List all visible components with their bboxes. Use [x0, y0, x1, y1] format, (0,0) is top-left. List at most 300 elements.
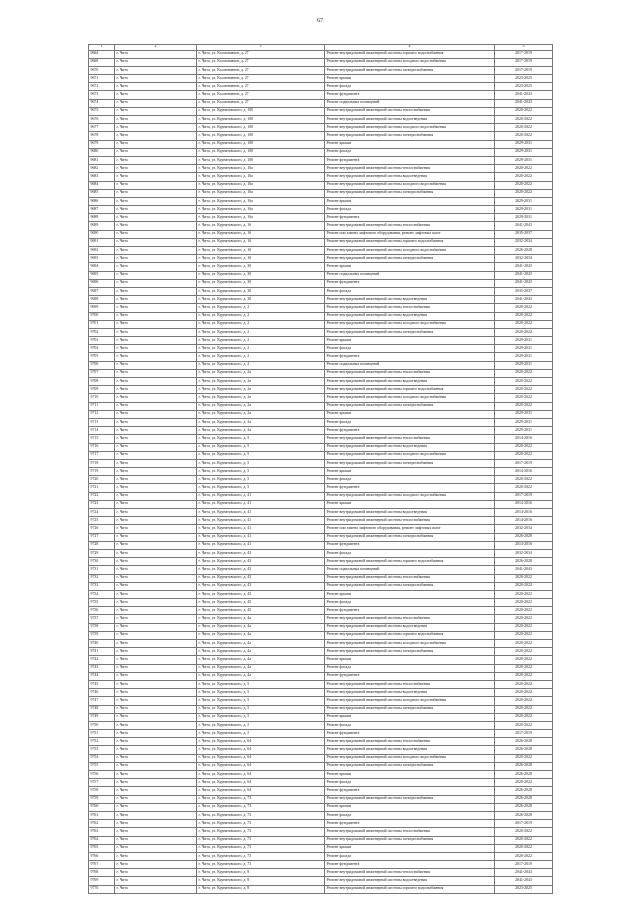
cell-work-type: Ремонт фундамента [325, 353, 495, 361]
cell-municipality: г. Чита [115, 189, 197, 197]
cell-municipality: г. Чита [115, 861, 197, 869]
cell-work-type: Ремонт фасада [325, 721, 495, 729]
table-row [89, 369, 553, 377]
cell-work-type: Ремонт фундамента [325, 91, 495, 99]
cell-work-type: Ремонт подвальных помещений [325, 271, 495, 279]
cell-municipality: г. Чита [115, 705, 197, 713]
table-row [89, 820, 553, 828]
cell-period: 2020-2022 [495, 402, 553, 410]
table-row [89, 361, 553, 369]
cell-work-type: Ремонт крыши [325, 410, 495, 418]
table-row [89, 730, 553, 738]
cell-municipality: г. Чита [115, 394, 197, 402]
cell-address: г. Чита, ул. Курнатовского, д. 5 [197, 476, 325, 484]
cell-row-number: 9714 [89, 427, 115, 435]
cell-work-type: Ремонт фасада [325, 811, 495, 819]
cell-address: г. Чита, ул. Курнатовского, д. 16 [197, 238, 325, 246]
cell-municipality: г. Чита [115, 50, 197, 58]
cell-municipality: г. Чита [115, 304, 197, 312]
cell-period: 2029-2031 [495, 353, 553, 361]
cell-row-number: 9698 [89, 296, 115, 304]
cell-work-type: Ремонт внутридомовой инженерной системы холодного водоснабжения [325, 320, 495, 328]
cell-address: г. Чита, ул. Курнатовского, д. 4а [197, 615, 325, 623]
table-row [89, 132, 553, 140]
cell-work-type: Ремонт внутридомовой инженерной системы электроснабжения [325, 459, 495, 467]
cell-row-number: 9720 [89, 476, 115, 484]
table-row [89, 599, 553, 607]
table-row [89, 746, 553, 754]
cell-work-type: Ремонт фундамента [325, 730, 495, 738]
column-header-4: 4 [325, 45, 495, 51]
table-row [89, 345, 553, 353]
cell-row-number: 9737 [89, 615, 115, 623]
cell-row-number: 9758 [89, 787, 115, 795]
cell-address: г. Чита, ул. Курнатовского, д. 100 [197, 107, 325, 115]
cell-work-type: Ремонт внутридомовой инженерной системы электроснабжения [325, 189, 495, 197]
cell-work-type: Ремонт фасада [325, 418, 495, 426]
cell-row-number: 9700 [89, 312, 115, 320]
table-row [89, 885, 553, 893]
cell-period: 2020-2022 [495, 476, 553, 484]
cell-address: г. Чита, ул. Курнатовского, д. 30 [197, 279, 325, 287]
cell-work-type: Ремонт крыши [325, 140, 495, 148]
cell-row-number: 9702 [89, 328, 115, 336]
cell-period: 2020-2022 [495, 852, 553, 860]
column-header-1: 1 [89, 45, 115, 51]
cell-row-number: 9670 [89, 66, 115, 74]
cell-address: г. Чита, ул. Курнатовского, д. 41 [197, 500, 325, 508]
cell-period: 2026-2028 [495, 811, 553, 819]
column-header-2: 2 [115, 45, 197, 51]
cell-row-number: 9686 [89, 197, 115, 205]
table-row [89, 50, 553, 58]
cell-work-type: Ремонт фундамента [325, 484, 495, 492]
cell-work-type: Ремонт внутридомовой инженерной системы водоотведения [325, 312, 495, 320]
cell-municipality: г. Чита [115, 525, 197, 533]
cell-municipality: г. Чита [115, 402, 197, 410]
cell-work-type: Ремонт внутридомовой инженерной системы горячего водоснабжения [325, 558, 495, 566]
cell-row-number: 9701 [89, 320, 115, 328]
cell-period: 2020-2022 [495, 386, 553, 394]
cell-row-number: 9754 [89, 754, 115, 762]
cell-row-number: 9676 [89, 116, 115, 124]
table-body [89, 50, 553, 893]
cell-period: 2017-2019 [495, 861, 553, 869]
cell-row-number: 9706 [89, 361, 115, 369]
cell-period: 2020-2022 [495, 124, 553, 132]
cell-municipality: г. Чита [115, 140, 197, 148]
cell-row-number: 9730 [89, 558, 115, 566]
cell-address: г. Чита, ул. Курнатовского, д. 43 [197, 590, 325, 598]
cell-row-number: 9747 [89, 697, 115, 705]
cell-row-number: 9688 [89, 214, 115, 222]
cell-row-number: 9668 [89, 58, 115, 66]
cell-period: 2020-2022 [495, 574, 553, 582]
table-row [89, 525, 553, 533]
cell-address: г. Чита, ул. Курнатовского, д. 64 [197, 787, 325, 795]
table-row [89, 509, 553, 517]
table-row [89, 427, 553, 435]
cell-period: 2020-2022 [495, 779, 553, 787]
cell-work-type: Ремонт внутридомовой инженерной системы теплоснабжения [325, 222, 495, 230]
cell-period: 2020-2022 [495, 689, 553, 697]
cell-address: г. Чита, ул. Курнатовского, д. 73 [197, 844, 325, 852]
cell-period: 2017-2019 [495, 459, 553, 467]
cell-municipality: г. Чита [115, 795, 197, 803]
cell-municipality: г. Чита [115, 803, 197, 811]
table-row [89, 762, 553, 770]
cell-period: 2020-2022 [495, 672, 553, 680]
cell-period: 2035-2037 [495, 287, 553, 295]
cell-address: г. Чита, ул. Курнатовского, д. 5 [197, 721, 325, 729]
cell-row-number: 9727 [89, 533, 115, 541]
cell-work-type: Ремонт фасада [325, 148, 495, 156]
cell-municipality: г. Чита [115, 148, 197, 156]
table-row [89, 640, 553, 648]
cell-row-number: 9743 [89, 664, 115, 672]
cell-period: 2023-2025 [495, 885, 553, 893]
cell-row-number: 9681 [89, 156, 115, 164]
cell-address: г. Чита, ул. Курнатовского, д. 8 [197, 877, 325, 885]
cell-municipality: г. Чита [115, 173, 197, 181]
table-row [89, 312, 553, 320]
cell-address: г. Чита, ул. Курнатовского, д. 16а [197, 173, 325, 181]
table-row [89, 549, 553, 557]
table-row [89, 189, 553, 197]
cell-work-type: Ремонт подвальных помещений [325, 361, 495, 369]
table-row [89, 566, 553, 574]
cell-municipality: г. Чита [115, 337, 197, 345]
table-row [89, 230, 553, 238]
cell-address: г. Чита, ул. Курнатовского, д. 4а [197, 631, 325, 639]
cell-period: 2020-2022 [495, 328, 553, 336]
cell-work-type: Ремонт внутридомовой инженерной системы электроснабжения [325, 648, 495, 656]
cell-address: г. Чита, ул. Курнатовского, д. 73 [197, 836, 325, 844]
table-row [89, 836, 553, 844]
cell-municipality: г. Чита [115, 75, 197, 83]
cell-period: 2020-2022 [495, 484, 553, 492]
cell-address: г. Чита, ул. Курнатовского, д. 30 [197, 263, 325, 271]
table-row [89, 279, 553, 287]
cell-work-type: Ремонт внутридомовой инженерной системы электроснабжения [325, 795, 495, 803]
table-row [89, 140, 553, 148]
cell-address: г. Чита, ул. Космонавтов, д. 27 [197, 99, 325, 107]
cell-address: г. Чита, ул. Курнатовского, д. 16 [197, 222, 325, 230]
cell-period: 2020-2022 [495, 599, 553, 607]
cell-work-type: Ремонт фасада [325, 599, 495, 607]
cell-municipality: г. Чита [115, 640, 197, 648]
cell-municipality: г. Чита [115, 230, 197, 238]
table-row [89, 353, 553, 361]
cell-address: г. Чита, ул. Курнатовского, д. 16 [197, 230, 325, 238]
cell-address: г. Чита, ул. Курнатовского, д. 30 [197, 271, 325, 279]
cell-row-number: 9685 [89, 189, 115, 197]
cell-address: г. Чита, ул. Курнатовского, д. 4а [197, 656, 325, 664]
column-header-3: 3 [197, 45, 325, 51]
cell-period: 2020-2022 [495, 623, 553, 631]
cell-work-type: Ремонт внутридомовой инженерной системы электроснабжения [325, 705, 495, 713]
cell-address: г. Чита, ул. Курнатовского, д. 43 [197, 574, 325, 582]
table-row [89, 517, 553, 525]
cell-municipality: г. Чита [115, 353, 197, 361]
table-row [89, 476, 553, 484]
cell-address: г. Чита, ул. Курнатовского, д. 43 [197, 549, 325, 557]
table-row [89, 828, 553, 836]
cell-municipality: г. Чита [115, 66, 197, 74]
cell-row-number: 9745 [89, 680, 115, 688]
cell-work-type: Ремонт внутридомовой инженерной системы водоотведения [325, 623, 495, 631]
cell-work-type: Ремонт фасада [325, 779, 495, 787]
cell-period: 2029-2031 [495, 345, 553, 353]
cell-municipality: г. Чита [115, 771, 197, 779]
cell-work-type: Ремонт внутридомовой инженерной системы электроснабжения [325, 762, 495, 770]
cell-period: 2020-2022 [495, 304, 553, 312]
cell-period: 2032-2034 [495, 255, 553, 263]
cell-period: 2020-2022 [495, 648, 553, 656]
cell-work-type: Ремонт внутридомовой инженерной системы электроснабжения [325, 66, 495, 74]
cell-row-number: 9704 [89, 345, 115, 353]
cell-row-number: 9664 [89, 50, 115, 58]
cell-municipality: г. Чита [115, 255, 197, 263]
cell-work-type: Ремонт внутридомовой инженерной системы холодного водоснабжения [325, 124, 495, 132]
cell-row-number: 9760 [89, 803, 115, 811]
cell-row-number: 9691 [89, 238, 115, 246]
cell-period: 2029-2031 [495, 148, 553, 156]
cell-address: г. Чита, ул. Курнатовского, д. 73 [197, 828, 325, 836]
cell-address: г. Чита, ул. Курнатовского, д. 5 [197, 459, 325, 467]
cell-municipality: г. Чита [115, 451, 197, 459]
cell-municipality: г. Чита [115, 664, 197, 672]
cell-address: г. Чита, ул. Курнатовского, д. 2 [197, 304, 325, 312]
cell-period: 2020-2022 [495, 394, 553, 402]
cell-period: 2026-2028 [495, 558, 553, 566]
cell-work-type: Ремонт крыши [325, 337, 495, 345]
cell-row-number: 9767 [89, 861, 115, 869]
table-row [89, 459, 553, 467]
cell-municipality: г. Чита [115, 877, 197, 885]
cell-address: г. Чита, ул. Курнатовского, д. 45 [197, 599, 325, 607]
cell-row-number: 9759 [89, 795, 115, 803]
cell-address: г. Чита, ул. Курнатовского, д. 43 [197, 582, 325, 590]
cell-work-type: Ремонт фасада [325, 549, 495, 557]
cell-address: г. Чита, ул. Курнатовского, д. 4а [197, 640, 325, 648]
table-row [89, 664, 553, 672]
cell-work-type: Ремонт внутридомовой инженерной системы водоотведения [325, 877, 495, 885]
cell-address: г. Чита, ул. Курнатовского, д. 5 [197, 730, 325, 738]
cell-period: 2020-2022 [495, 451, 553, 459]
cell-municipality: г. Чита [115, 197, 197, 205]
cell-municipality: г. Чита [115, 181, 197, 189]
cell-work-type: Ремонт фасада [325, 287, 495, 295]
cell-period: 2035-2037 [495, 230, 553, 238]
cell-address: г. Чита, ул. Курнатовского, д. 5 [197, 468, 325, 476]
cell-work-type: Ремонт внутридомовой инженерной системы электроснабжения [325, 533, 495, 541]
cell-work-type: Ремонт внутридомовой инженерной системы холодного водоснабжения [325, 492, 495, 500]
cell-municipality: г. Чита [115, 721, 197, 729]
cell-work-type: Ремонт крыши [325, 75, 495, 83]
cell-address: г. Чита, ул. Курнатовского, д. 2а [197, 402, 325, 410]
cell-address: г. Чита, ул. Курнатовского, д. 2а [197, 418, 325, 426]
cell-municipality: г. Чита [115, 99, 197, 107]
cell-address: г. Чита, ул. Курнатовского, д. 73 [197, 820, 325, 828]
cell-municipality: г. Чита [115, 648, 197, 656]
table-row [89, 582, 553, 590]
cell-municipality: г. Чита [115, 468, 197, 476]
cell-municipality: г. Чита [115, 116, 197, 124]
cell-row-number: 9736 [89, 607, 115, 615]
cell-work-type: Ремонт внутридомовой инженерной системы водоотведения [325, 689, 495, 697]
cell-period: 2041-2043 [495, 279, 553, 287]
cell-row-number: 9717 [89, 451, 115, 459]
cell-address: г. Чита, ул. Курнатовского, д. 64 [197, 738, 325, 746]
cell-work-type: Ремонт внутридомовой инженерной системы электроснабжения [325, 132, 495, 140]
cell-address: г. Чита, ул. Курнатовского, д. 30 [197, 296, 325, 304]
cell-row-number: 9723 [89, 500, 115, 508]
cell-municipality: г. Чита [115, 517, 197, 525]
cell-municipality: г. Чита [115, 83, 197, 91]
cell-address: г. Чита, ул. Курнатовского, д. 2а [197, 386, 325, 394]
cell-work-type: Ремонт внутридомовой инженерной системы горячего водоснабжения [325, 885, 495, 893]
cell-row-number: 9753 [89, 746, 115, 754]
cell-row-number: 9709 [89, 386, 115, 394]
cell-work-type: Ремонт внутридомовой инженерной системы холодного водоснабжения [325, 451, 495, 459]
cell-municipality: г. Чита [115, 418, 197, 426]
table-row [89, 705, 553, 713]
cell-row-number: 9746 [89, 689, 115, 697]
table-row [89, 263, 553, 271]
cell-municipality: г. Чита [115, 156, 197, 164]
cell-period: 2029-2031 [495, 427, 553, 435]
cell-municipality: г. Чита [115, 484, 197, 492]
cell-period: 2029-2031 [495, 361, 553, 369]
cell-address: г. Чита, ул. Курнатовского, д. 100 [197, 156, 325, 164]
cell-row-number: 9675 [89, 107, 115, 115]
cell-municipality: г. Чита [115, 165, 197, 173]
column-header-5: 5 [495, 45, 553, 51]
cell-address: г. Чита, ул. Курнатовского, д. 41 [197, 525, 325, 533]
cell-municipality: г. Чита [115, 345, 197, 353]
table-row [89, 672, 553, 680]
cell-address: г. Чита, ул. Курнатовского, д. 5 [197, 697, 325, 705]
table-row [89, 615, 553, 623]
cell-work-type: Ремонт крыши [325, 803, 495, 811]
cell-period: 2014-2016 [495, 517, 553, 525]
cell-row-number: 9749 [89, 713, 115, 721]
cell-period: 2020-2022 [495, 607, 553, 615]
cell-municipality: г. Чита [115, 58, 197, 66]
cell-row-number: 9677 [89, 124, 115, 132]
cell-municipality: г. Чита [115, 623, 197, 631]
table-row [89, 255, 553, 263]
cell-municipality: г. Чита [115, 271, 197, 279]
table-row [89, 304, 553, 312]
cell-row-number: 9695 [89, 271, 115, 279]
cell-address: г. Чита, ул. Курнатовского, д. 2а [197, 410, 325, 418]
cell-period: 2020-2022 [495, 836, 553, 844]
cell-work-type: Ремонт внутридомовой инженерной системы электроснабжения [325, 836, 495, 844]
cell-row-number: 9757 [89, 779, 115, 787]
cell-row-number: 9684 [89, 181, 115, 189]
table-row [89, 648, 553, 656]
cell-row-number: 9693 [89, 255, 115, 263]
cell-work-type: Ремонт внутридомовой инженерной системы теплоснабжения [325, 680, 495, 688]
cell-address: г. Чита, ул. Курнатовского, д. 64 [197, 779, 325, 787]
cell-period: 2029-2031 [495, 337, 553, 345]
cell-work-type: Ремонт внутридомовой инженерной системы теплоснабжения [325, 869, 495, 877]
cell-row-number: 9671 [89, 75, 115, 83]
cell-address: г. Чита, ул. Курнатовского, д. 5 [197, 713, 325, 721]
cell-row-number: 9728 [89, 541, 115, 549]
cell-period: 2041-2043 [495, 869, 553, 877]
cell-period: 2041-2043 [495, 99, 553, 107]
cell-work-type: Ремонт внутридомовой инженерной системы горячего водоснабжения [325, 50, 495, 58]
cell-address: г. Чита, ул. Курнатовского, д. 2 [197, 328, 325, 336]
cell-period: 2020-2022 [495, 631, 553, 639]
cell-work-type: Ремонт внутридомовой инженерной системы теплоснабжения [325, 369, 495, 377]
cell-row-number: 9721 [89, 484, 115, 492]
cell-row-number: 9722 [89, 492, 115, 500]
cell-work-type: Ремонт внутридомовой инженерной системы водоотведения [325, 509, 495, 517]
cell-work-type: Ремонт крыши [325, 500, 495, 508]
cell-address: г. Чита, ул. Курнатовского, д. 2а [197, 394, 325, 402]
cell-municipality: г. Чита [115, 779, 197, 787]
cell-municipality: г. Чита [115, 836, 197, 844]
cell-municipality: г. Чита [115, 263, 197, 271]
cell-period: 2026-2028 [495, 762, 553, 770]
cell-municipality: г. Чита [115, 615, 197, 623]
cell-municipality: г. Чита [115, 697, 197, 705]
cell-row-number: 9718 [89, 459, 115, 467]
cell-work-type: Ремонт крыши [325, 263, 495, 271]
cell-row-number: 9672 [89, 83, 115, 91]
cell-period: 2041-2043 [495, 271, 553, 279]
cell-work-type: Ремонт фундамента [325, 787, 495, 795]
cell-period: 2020-2022 [495, 369, 553, 377]
cell-municipality: г. Чита [115, 476, 197, 484]
cell-address: г. Чита, ул. Курнатовского, д. 43 [197, 566, 325, 574]
cell-address: г. Чита, ул. Курнатовского, д. 2а [197, 427, 325, 435]
cell-work-type: Ремонт внутридомовой инженерной системы водоотведения [325, 296, 495, 304]
cell-work-type: Ремонт фундамента [325, 672, 495, 680]
cell-address: г. Чита, ул. Курнатовского, д. 5 [197, 435, 325, 443]
cell-address: г. Чита, ул. Курнатовского, д. 16а [197, 181, 325, 189]
cell-row-number: 9762 [89, 820, 115, 828]
cell-period: 2020-2022 [495, 680, 553, 688]
cell-municipality: г. Чита [115, 435, 197, 443]
cell-row-number: 9726 [89, 525, 115, 533]
cell-period: 2020-2022 [495, 107, 553, 115]
cell-address: г. Чита, ул. Курнатовского, д. 41 [197, 541, 325, 549]
cell-work-type: Ремонт крыши [325, 844, 495, 852]
cell-period: 2041-2043 [495, 296, 553, 304]
cell-work-type: Ремонт внутридомовой инженерной системы холодного водоснабжения [325, 247, 495, 255]
cell-row-number: 9689 [89, 222, 115, 230]
cell-row-number: 9674 [89, 99, 115, 107]
cell-row-number: 9713 [89, 418, 115, 426]
cell-municipality: г. Чита [115, 852, 197, 860]
cell-work-type: Ремонт подвальных помещений [325, 99, 495, 107]
table-row [89, 451, 553, 459]
cell-work-type: Ремонт внутридомовой инженерной системы теплоснабжения [325, 304, 495, 312]
cell-municipality: г. Чита [115, 599, 197, 607]
cell-municipality: г. Чита [115, 443, 197, 451]
table-row [89, 337, 553, 345]
cell-municipality: г. Чита [115, 762, 197, 770]
cell-address: г. Чита, ул. Космонавтов, д. 27 [197, 58, 325, 66]
cell-work-type: Ремонт внутридомовой инженерной системы теплоснабжения [325, 165, 495, 173]
cell-period: 2029-2031 [495, 140, 553, 148]
cell-municipality: г. Чита [115, 820, 197, 828]
